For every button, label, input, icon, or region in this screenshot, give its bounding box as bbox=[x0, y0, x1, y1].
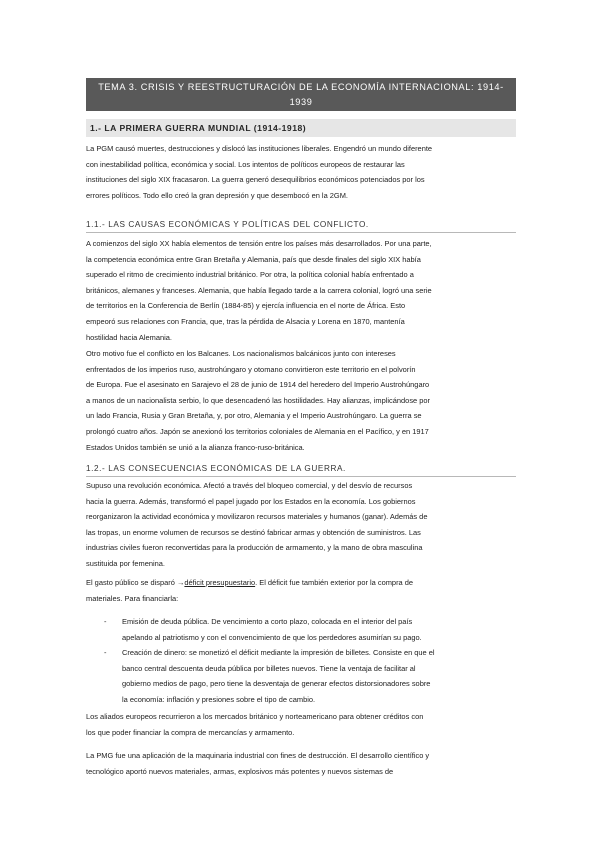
text-line: errores políticos. Todo ello creó la gran depresión y que desembocó en la 2GM. bbox=[86, 190, 348, 200]
text-line: la economía: inflación y presiones sobre el tipo de cambio. bbox=[122, 694, 316, 704]
title-line-2: 1939 bbox=[289, 97, 313, 107]
text-line: reorganizaron la actividad económica y movilizaron recursos materiales y humanos (ganar). Además de bbox=[86, 512, 428, 522]
text-fragment: . El déficit fue también exterior por la compra de bbox=[255, 578, 414, 587]
text-line: La PMG fue una aplicación de la maquinaria industrial con fines de destrucción. El desarrollo científico y bbox=[86, 751, 430, 760]
text-fragment: El gasto público se disparó bbox=[86, 578, 177, 587]
text-line: la competencia económica entre Gran Bretaña y Alemania, país que desde finales del siglo XIX había bbox=[86, 254, 421, 264]
text-line: con inestabilidad política, económica y social. Los intentos de políticos europeos de restaurar las bbox=[86, 159, 405, 169]
list-bullet: - bbox=[104, 648, 107, 658]
consequences-paragraph-3 bbox=[86, 709, 518, 740]
text-line: tecnológico aportó nuevos materiales, armas, explosivos más potentes y nuevos sistemas de bbox=[86, 766, 394, 776]
underlined-term: déficit presupuestario bbox=[184, 578, 256, 587]
text-line: apelando al patriotismo y con el convencimiento de que los perdedores asumirían su pago. bbox=[122, 632, 422, 642]
text-line: Emisión de deuda pública. De vencimiento a corto plazo, colocada en el interior del país bbox=[122, 617, 413, 626]
text-line: de territorios en la Conferencia de Berlín (1884-85) y ejercía influencia en el norte de África. Esto bbox=[86, 301, 406, 311]
subsection-heading-1-2: 1.2.- LAS CONSECUENCIAS ECONÓMICAS DE LA GUERRA. bbox=[86, 464, 346, 473]
text-line: enfrentados de los imperios ruso, austrohúngaro y otomano convirtieron este territorio en el polvorín bbox=[86, 364, 416, 374]
text-line: de Europa. Fue el asesinato en Sarajevo el 28 de junio de 1914 del heredero del Imperio Austrohúngaro bbox=[86, 380, 430, 390]
text-line: hacia la guerra. Además, transformó el papel jugado por los Estados en la economía. Los gobiernos bbox=[86, 496, 416, 506]
text-line: empeoró sus relaciones con Francia, que, tras la pérdida de Alsacia y Lorena en 1870, mantenía bbox=[86, 316, 405, 326]
list-bullet: - bbox=[104, 617, 107, 626]
text-line: Los aliados europeos recurrieron a los mercados británico y norteamericano para obtener créditos con bbox=[86, 712, 424, 721]
document-title bbox=[86, 78, 516, 111]
text-line: instituciones del siglo XIX fracasaron. La guerra generó desequilibrios económicos potenciados por los bbox=[86, 175, 425, 185]
text-line: industrias civiles fueron reconvertidas para la producción de armamento, y la mano de obra masculina bbox=[86, 543, 423, 553]
text-line: A comienzos del siglo XX había elementos de tensión entre los países más desarrollados. Por una parte, bbox=[86, 239, 432, 248]
text-line: un lado Francia, Rusia y Gran Bretaña, y, por otro, Alemania y el Imperio Austrohúngaro. La guerra se bbox=[86, 411, 422, 421]
section-1-paragraph bbox=[86, 141, 518, 203]
text-line: los que poder financiar la compra de mercancías y armamento. bbox=[86, 727, 295, 737]
text-line bbox=[86, 575, 518, 591]
causes-paragraph-2 bbox=[86, 346, 518, 455]
consequences-paragraph-4 bbox=[86, 748, 518, 779]
text-line: La PGM causó muertes, destrucciones y dislocó las instituciones liberales. Engendró un mundo diferente bbox=[86, 144, 433, 153]
text-line: Creación de dinero: se monetizó el déficit mediante la impresión de billetes. Consiste en que el bbox=[122, 648, 435, 658]
text-line: materiales. Para financiarla: bbox=[86, 593, 179, 603]
text-line: gobierno medios de pago, pero tiene la desventaja de generar efectos distorsionadores sobre bbox=[122, 679, 431, 689]
list-item bbox=[104, 614, 514, 645]
text-line: prolongó cuatro años. Japón se anexionó los territorios coloniales de Alemania en el Pacífico, y en 1917 bbox=[86, 426, 429, 436]
text-line: las tropas, un enorme volumen de recursos se destinó fabricar armas y obtención de suministros. Las bbox=[86, 527, 421, 537]
text-line: banco central descuenta deuda pública por billetes nuevos. Tiene la ventaja de facilitar al bbox=[122, 663, 416, 673]
subsection-divider bbox=[86, 476, 516, 477]
section-heading-1: 1.- LA PRIMERA GUERRA MUNDIAL (1914-1918) bbox=[86, 119, 516, 137]
consequences-paragraph-1 bbox=[86, 478, 518, 572]
causes-paragraph-1 bbox=[86, 236, 518, 345]
text-line: Supuso una revolución económica. Afectó a través del bloqueo comercial, y del desvío de recursos bbox=[86, 481, 413, 490]
text-line: británicos, alemanes y franceses. Alemania, que había llegado tarde a la carrera colonial, logró una serie bbox=[86, 285, 432, 295]
title-line-1: TEMA 3. CRISIS Y REESTRUCTURACIÓN DE LA ECONOMÍA INTERNACIONAL: 1914- bbox=[98, 82, 504, 92]
text-line: Otro motivo fue el conflicto en los Balcanes. Los nacionalismos balcánicos junto con intereses bbox=[86, 349, 396, 358]
financing-list bbox=[104, 614, 514, 708]
text-line: hostilidad hacia Alemania. bbox=[86, 332, 172, 342]
list-item bbox=[104, 645, 514, 707]
subsection-divider bbox=[86, 232, 516, 233]
text-line: sustituida por femenina. bbox=[86, 558, 165, 568]
subsection-heading-1-1: 1.1.- LAS CAUSAS ECONÓMICAS Y POLÍTICAS DEL CONFLICTO. bbox=[86, 220, 369, 229]
text-line: Estados Unidos también se unió a la alianza franco-ruso-británica. bbox=[86, 442, 305, 452]
text-line: superado el ritmo de crecimiento industrial británico. Por otra, la política colonial había enfrentado a bbox=[86, 270, 414, 280]
consequences-paragraph-2 bbox=[86, 575, 518, 606]
text-line: a manos de un nacionalista serbio, lo que desencadenó las hostilidades. Hay alianzas, implicándose por bbox=[86, 395, 430, 405]
arrow-icon: → bbox=[176, 578, 185, 587]
